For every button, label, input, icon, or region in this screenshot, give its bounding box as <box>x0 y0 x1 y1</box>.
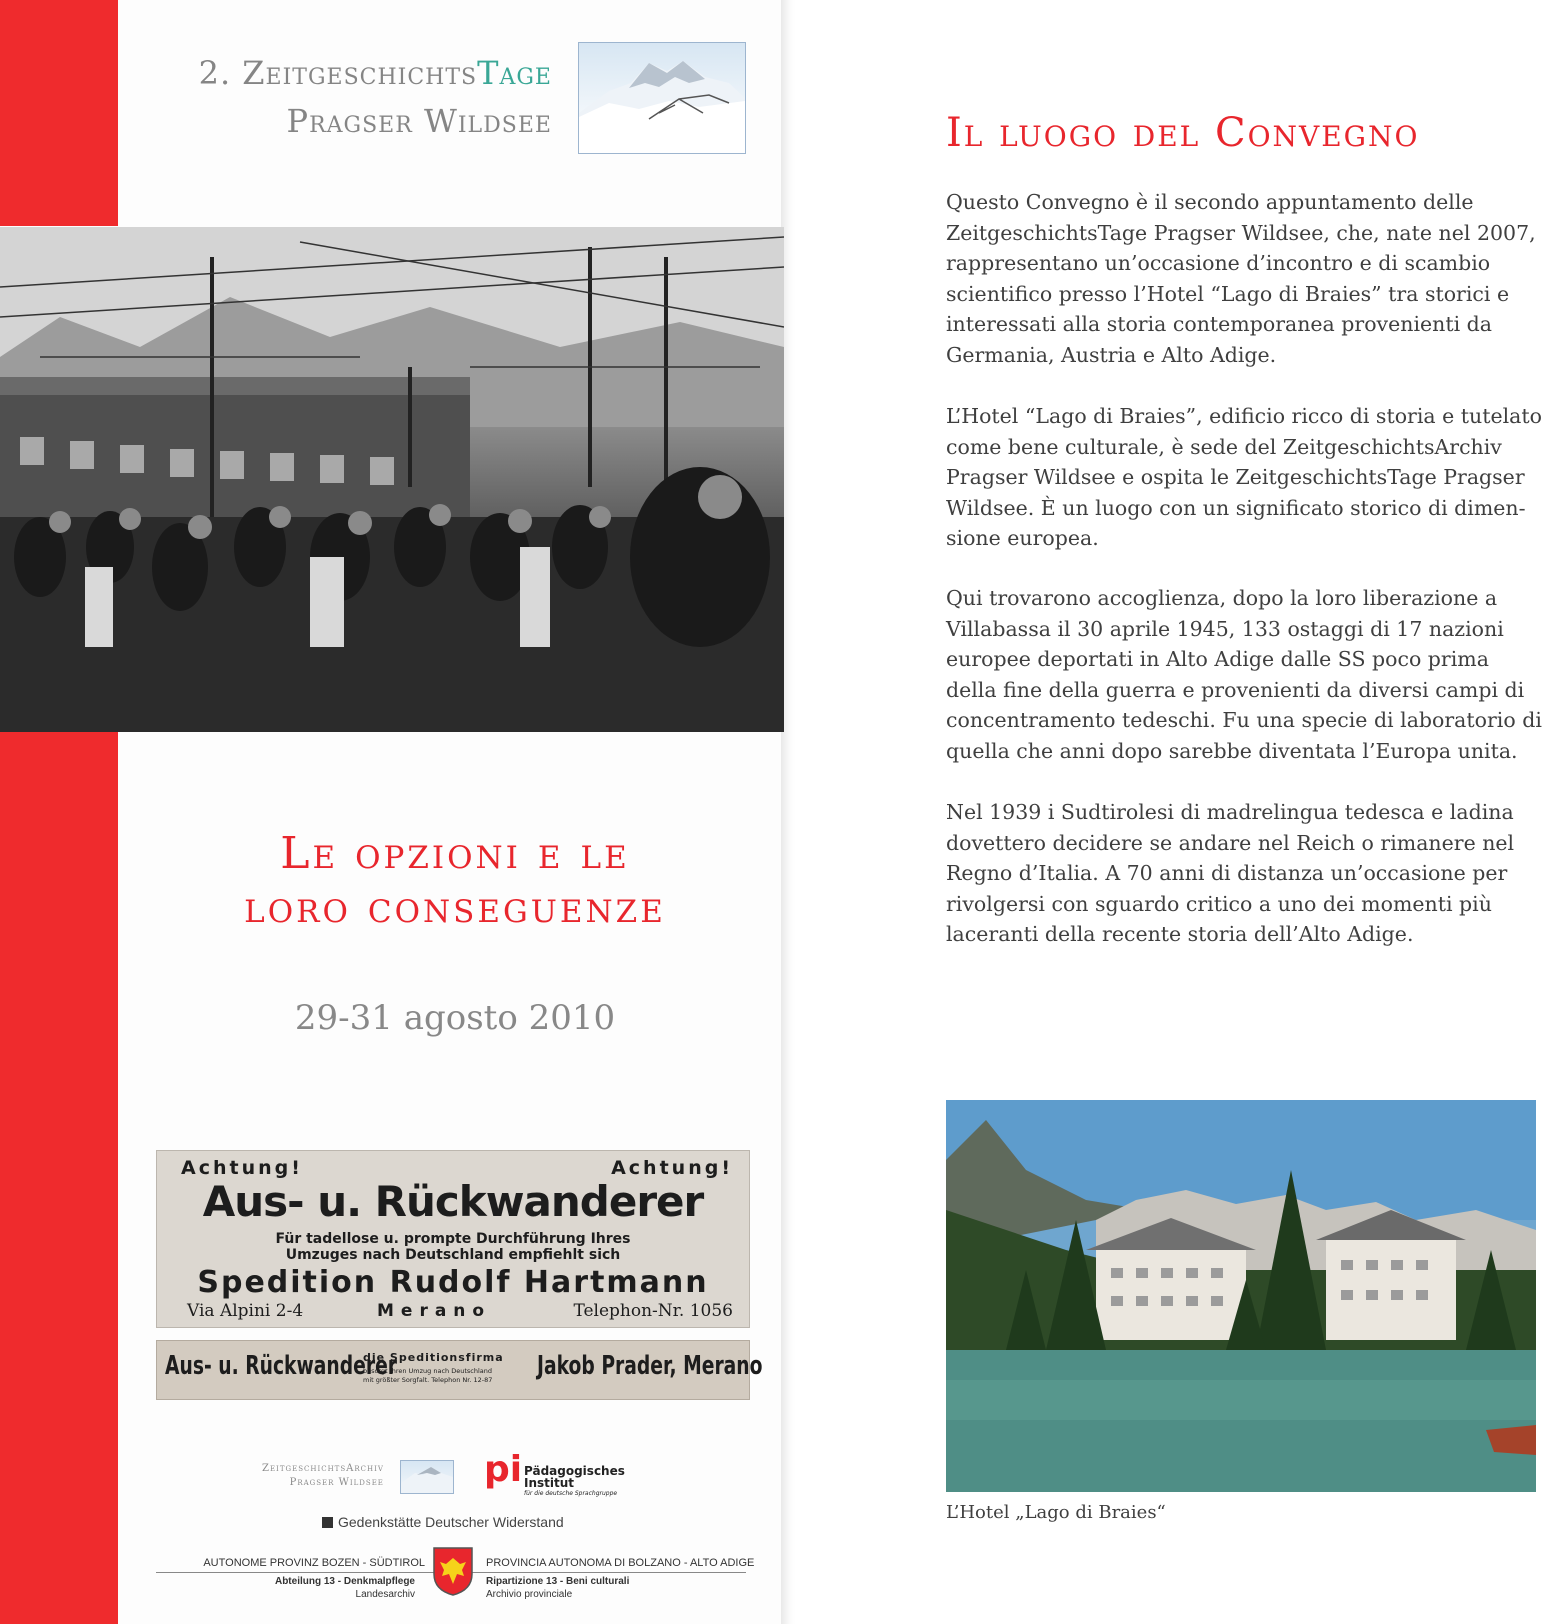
coat-of-arms-icon <box>432 1546 474 1596</box>
archiv-logo-line-2: Pragser Wildsee <box>289 1477 384 1488</box>
ad2-mid-line-2: mit größter Sorgfalt. Telephon Nr. 12-87 <box>363 1376 493 1384</box>
gedenkstaette-text: Gedenkstätte Deutscher Widerstand <box>338 1514 564 1530</box>
pi-line-2: Institut <box>524 1476 575 1490</box>
ad1-achtung-right: Achtung! <box>611 1157 733 1179</box>
province-de-name: AUTONOME PROVINZ BOZEN - SÜDTIROL <box>203 1557 425 1569</box>
event-series-title-a: 2. Zeitgeschichts <box>198 54 478 92</box>
main-title-line-1: Le opzioni e le <box>280 828 630 879</box>
historic-train-photo <box>0 227 784 732</box>
archiv-mountain-logo <box>400 1460 454 1494</box>
province-de-sub-2: Landesarchiv <box>355 1589 415 1600</box>
province-it-sub-2: Archivio provinciale <box>486 1589 573 1600</box>
historic-ad-hartmann <box>156 1150 750 1328</box>
gdw-square-icon <box>322 1517 333 1528</box>
event-series-title <box>150 54 552 92</box>
pi-line-1: Pädagogisches <box>524 1464 625 1478</box>
province-it-sub-1: Ripartizione 13 - Beni culturali <box>486 1576 630 1587</box>
ad1-phone: Telephon-Nr. 1056 <box>573 1301 733 1321</box>
ad1-subline-2: Umzuges nach Deutschland empfiehlt sich <box>285 1247 621 1263</box>
hotel-lake-photo <box>946 1100 1536 1492</box>
ad2-mid-line-1: besorgt Ihren Umzug nach Deutschland <box>363 1367 493 1375</box>
ad1-achtung-left: Achtung! <box>181 1157 303 1179</box>
ad2-right-text: Jakob Prader, Merano <box>537 1351 763 1381</box>
archiv-logo-text <box>262 1462 384 1490</box>
province-it-name: PROVINCIA AUTONOMA DI BOLZANO - ALTO ADIGE <box>486 1557 755 1569</box>
province-de-sub-1: Abteilung 13 - Denkmalpflege <box>274 1576 415 1587</box>
mountain-logo-image <box>578 42 746 154</box>
red-band-top <box>0 0 118 226</box>
main-title-line-2: loro conseguenze <box>244 882 666 933</box>
venue-paragraph-4: Nel 1939 i Sudtirolesi di madrelingua tedesca e ladina dovettero decidere se andare nel Reich o rimanere nel Regno d’Italia. A 70 anni di distanza un’occasione per rivolgersi con sguardo critico a uno dei momenti più laceranti della recente storia dell’Alto Adige. <box>946 800 1515 946</box>
red-band-bottom <box>0 730 118 1624</box>
archiv-logo-line-1: ZeitgeschichtsArchiv <box>262 1463 384 1474</box>
venue-paragraph-3: Qui trovarono accoglienza, dopo la loro liberazione a Villabassa il 30 aprile 1945, 133 ostaggi di 17 nazioni europee deportati in Alto Adige dalle SS poco prima della fine della guerra e provenienti da diversi campi di concentramento tedeschi. Fu una specie di laboratorio di quella che anni dopo sarebbe diventata l’Europa unita. <box>946 586 1542 763</box>
pi-mark: pi <box>484 1449 523 1490</box>
ad2-left-text: Aus- u. Rückwanderer <box>165 1351 398 1381</box>
historic-ad-prader <box>156 1340 763 1400</box>
ad1-city: Merano <box>377 1301 492 1321</box>
event-series-title-b: Tage <box>477 54 552 92</box>
gedenkstaette-label <box>322 1514 564 1530</box>
hotel-photo-caption: L’Hotel „Lago di Braies“ <box>946 1502 1166 1523</box>
ad1-headline: Aus- u. Rückwanderer <box>202 1177 704 1226</box>
event-date: 29-31 agosto 2010 <box>294 998 616 1038</box>
event-location-title: Pragser Wildsee <box>286 102 552 140</box>
ad1-address: Via Alpini 2-4 <box>187 1301 304 1321</box>
venue-paragraph-1: Questo Convegno è il secondo appuntamento delle ZeitgeschichtsTage Pragser Wildsee, che, nate nel 2007, rappresentano un’occasione d’incontro e di scambio scientifico presso l’Hotel “Lago di Braies” tra storici e interessati alla storia contemporanea provenienti da Germania, Austria e Alto Adige. <box>946 190 1536 367</box>
venue-title: Il luogo del Convegno <box>946 110 1420 156</box>
ad1-subline-1: Für tadellose u. prompte Durchführung Ihres <box>275 1231 631 1247</box>
ad1-company: Spedition Rudolf Hartmann <box>197 1265 709 1300</box>
ad2-mid-title: die Speditionsfirma <box>363 1351 504 1364</box>
pi-line-3: für die deutsche Sprachgruppe <box>524 1490 618 1497</box>
venue-paragraph-2: L’Hotel “Lago di Braies”, edificio ricco di storia e tutelato come bene culturale, è sede del ZeitgeschichtsArchiv Pragser Wildsee e ospita le ZeitgeschichtsTage Pragser Wildsee. È un luogo con un significato storico di dimen- sione europea. <box>946 404 1542 550</box>
